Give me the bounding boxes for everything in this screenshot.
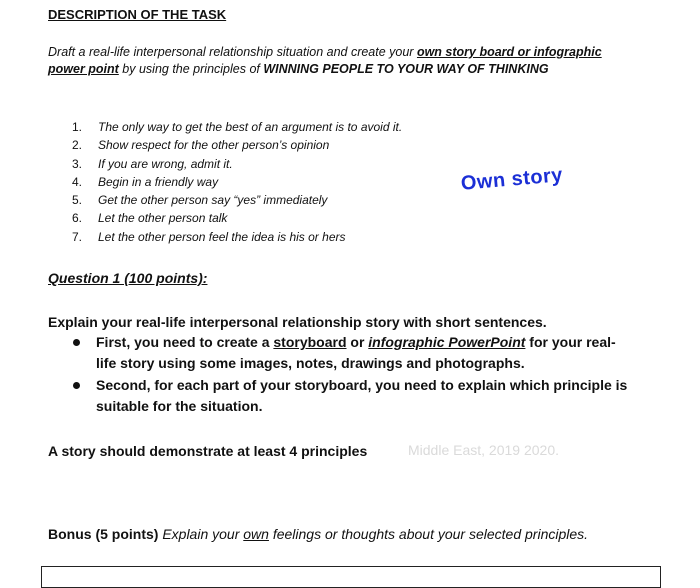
requirement-text: for your real-life story using some images, notes, drawings and photographs. xyxy=(96,334,616,371)
principle-number: 3. xyxy=(72,156,83,171)
storyboard-term: storyboard xyxy=(273,334,347,350)
principles-list xyxy=(70,118,402,246)
principle-item xyxy=(70,155,402,173)
requirement-item xyxy=(70,332,630,374)
task-intro xyxy=(48,44,618,78)
principle-text: Let the other person talk xyxy=(98,211,228,226)
requirement-text: First, you need to create a xyxy=(96,334,274,350)
bonus-text: Explain your xyxy=(158,526,244,542)
principle-item xyxy=(70,136,402,154)
bonus-text: feelings or thoughts about your selected principles. xyxy=(268,526,589,542)
principle-number: 7. xyxy=(72,229,83,244)
principle-item xyxy=(70,191,402,209)
intro-own-story-board: own story board or infographic power point xyxy=(48,45,602,76)
principle-number: 1. xyxy=(72,120,83,134)
principle-item xyxy=(70,118,402,136)
question-title: Question 1 (100 points): xyxy=(48,270,208,286)
principle-text: Let the other person feel the idea is his or hers xyxy=(98,229,346,244)
watermark-text: Middle East, 2019 2020. xyxy=(408,442,559,458)
task-heading: DESCRIPTION OF THE TASK xyxy=(48,7,227,22)
intro-principles-title: WINNING PEOPLE TO YOUR WAY OF THINKING xyxy=(263,62,549,76)
principle-text: The only way to get the best of an argument is to avoid it. xyxy=(98,120,403,134)
intro-text-2: by using the principles of xyxy=(118,62,264,76)
principle-item xyxy=(70,173,402,191)
question-instruction: Explain your real-life interpersonal relationship story with short sentences. xyxy=(48,314,547,330)
bonus-own: own xyxy=(243,526,269,542)
principle-text: Show respect for the other person’s opinion xyxy=(98,138,330,153)
principle-item xyxy=(70,209,402,227)
principle-number: 4. xyxy=(72,174,83,189)
principle-text: If you are wrong, admit it. xyxy=(98,156,233,171)
intro-text-1: Draft a real-life interpersonal relationship situation and create your xyxy=(48,45,417,59)
bonus-label: Bonus (5 points) xyxy=(48,526,159,542)
bonus-question xyxy=(48,524,608,545)
principle-text: Begin in a friendly way xyxy=(98,174,219,189)
requirement-text: or xyxy=(346,334,369,350)
principle-number: 5. xyxy=(72,193,83,208)
requirement-item xyxy=(70,375,630,417)
requirement-text: Second, for each part of your storyboard, you need to explain which principle is suitable for the situation. xyxy=(96,377,628,414)
principle-text: Get the other person say “yes” immediately xyxy=(98,193,328,208)
infographic-term: infographic PowerPoint xyxy=(368,334,526,350)
requirements-list xyxy=(70,332,630,418)
principle-number: 2. xyxy=(72,138,83,153)
answer-box[interactable] xyxy=(41,566,661,588)
principle-number: 6. xyxy=(72,211,83,226)
demonstrate-note: A story should demonstrate at least 4 principles xyxy=(48,443,368,459)
own-story-annotation: Own story xyxy=(460,164,564,195)
principle-item xyxy=(70,228,402,246)
